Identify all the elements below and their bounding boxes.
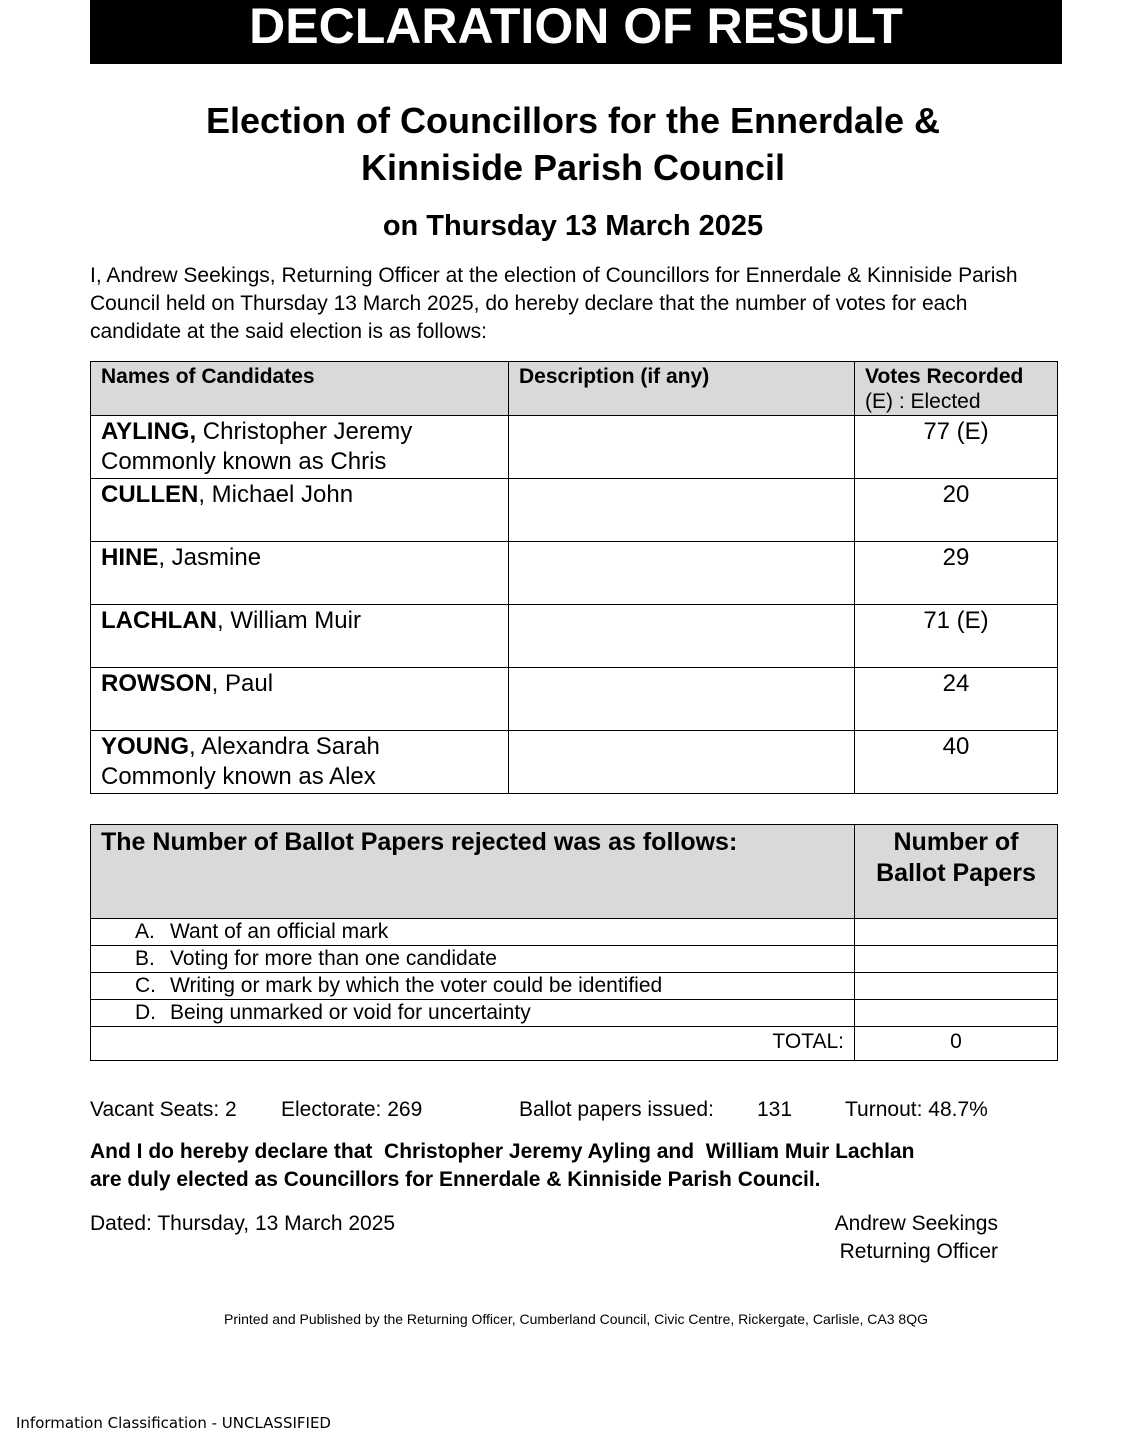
rejected-reason-cell — [91, 1000, 855, 1027]
candidate-name-cell — [91, 416, 509, 479]
candidate-surname: YOUNG — [101, 733, 190, 760]
column-header-votes — [855, 362, 1058, 416]
rejected-reason-cell — [91, 919, 855, 946]
candidate-name-cell — [91, 731, 509, 794]
election-title — [120, 97, 1026, 191]
rejected-total-label: TOTAL: — [91, 1027, 855, 1061]
rejected-header-number-line-1: Number of — [893, 828, 1019, 856]
candidates-table — [90, 361, 1058, 794]
rejected-ballots-table — [90, 824, 1058, 1061]
table-row — [91, 479, 1058, 542]
publisher-footer: Printed and Published by the Returning Officer, Cumberland Council, Civic Centre, Rickergate, Carlisle, CA3 8QG — [224, 1311, 928, 1327]
candidate-votes-cell: 40 — [855, 731, 1058, 794]
rejected-reason-text: Want of an official mark — [170, 920, 389, 943]
candidate-description-cell — [509, 542, 855, 605]
declaration-line-1: And I do hereby declare that Christopher Jeremy Ayling and William Muir Lachlan — [90, 1140, 915, 1163]
title-line-2: Kinniside Parish Council — [360, 147, 786, 188]
table-row — [91, 973, 1058, 1000]
rejected-count-cell — [855, 946, 1058, 973]
candidate-forenames: , William Muir — [216, 607, 361, 634]
vacant-seats: Vacant Seats: 2 — [90, 1098, 237, 1121]
rejected-reason-letter: C. — [135, 974, 156, 997]
declaration-statement — [90, 1138, 1050, 1194]
electorate: Electorate: 269 — [281, 1098, 423, 1121]
title-line-1: Election of Councillors for the Ennerdale & — [205, 100, 941, 141]
election-date-subtitle: on Thursday 13 March 2025 — [382, 210, 764, 242]
table-row — [91, 416, 1058, 479]
candidate-surname: LACHLAN — [101, 607, 217, 634]
rejected-header-number-line-2: Ballot Papers — [876, 859, 1036, 887]
votes-header-label: Votes Recorded — [865, 365, 1024, 388]
table-row — [91, 919, 1058, 946]
table-row — [91, 605, 1058, 668]
candidate-known-as: Commonly known as Chris — [101, 448, 387, 475]
election-statistics — [90, 1096, 1060, 1124]
rejected-header-number — [855, 825, 1058, 919]
rejected-reason-letter: D. — [135, 1001, 156, 1024]
candidate-description-cell — [509, 668, 855, 731]
turnout: Turnout: 48.7% — [845, 1098, 988, 1121]
declaration-line-2: are duly elected as Councillors for Ennerdale & Kinniside Parish Council. — [90, 1168, 821, 1191]
intro-paragraph: I, Andrew Seekings, Returning Officer at the election of Councillors for Ennerdale & Kinniside Parish Council held on Thursday 13 March 2025, do hereby declare that the number of votes for each candidate at the said election is as follows: — [90, 264, 1018, 343]
candidate-surname: CULLEN — [101, 481, 199, 508]
rejected-reason-text: Voting for more than one candidate — [170, 947, 497, 970]
table-row — [91, 731, 1058, 794]
dated-line: Dated: Thursday, 13 March 2025 — [90, 1212, 396, 1235]
candidate-name-cell — [91, 542, 509, 605]
candidate-description-cell — [509, 731, 855, 794]
candidate-description-cell — [509, 479, 855, 542]
candidate-name-cell — [91, 668, 509, 731]
candidate-forenames: , Jasmine — [158, 544, 262, 571]
rejected-reason-text: Being unmarked or void for uncertainty — [170, 1001, 531, 1024]
returning-officer-signoff — [760, 1210, 998, 1266]
candidate-name-cell — [91, 605, 509, 668]
rejected-total-row — [91, 1027, 1058, 1061]
rejected-total-value: 0 — [855, 1027, 1058, 1061]
rejected-reason-cell — [91, 946, 855, 973]
candidate-name-cell — [91, 479, 509, 542]
rejected-count-cell — [855, 1000, 1058, 1027]
candidate-description-cell — [509, 605, 855, 668]
rejected-header-label: The Number of Ballot Papers rejected was as follows: — [91, 825, 855, 919]
column-header-names: Names of Candidates — [91, 362, 509, 416]
signatory-name: Andrew Seekings — [834, 1212, 998, 1235]
candidate-votes-cell: 24 — [855, 668, 1058, 731]
declaration-banner: DECLARATION OF RESULT — [90, 0, 1062, 64]
candidate-surname: HINE — [101, 544, 159, 571]
signatory-role: Returning Officer — [839, 1240, 998, 1263]
candidate-votes-cell: 77 (E) — [855, 416, 1058, 479]
rejected-count-cell — [855, 919, 1058, 946]
table-row — [91, 1000, 1058, 1027]
candidate-votes-cell: 71 (E) — [855, 605, 1058, 668]
candidate-votes-cell: 29 — [855, 542, 1058, 605]
table-row — [91, 946, 1058, 973]
column-header-description: Description (if any) — [509, 362, 855, 416]
table-row — [91, 668, 1058, 731]
candidate-known-as: Commonly known as Alex — [101, 763, 376, 790]
candidate-votes-cell: 20 — [855, 479, 1058, 542]
rejected-reason-letter: A. — [135, 920, 155, 943]
ballot-papers-issued-label: Ballot papers issued: — [519, 1098, 714, 1121]
table-row — [91, 542, 1058, 605]
candidate-description-cell — [509, 416, 855, 479]
candidate-surname: AYLING, — [101, 418, 197, 445]
ballot-papers-issued-value: 131 — [757, 1098, 793, 1121]
candidate-forenames: , Paul — [211, 670, 274, 697]
votes-header-legend: (E) : Elected — [865, 390, 981, 413]
rejected-header-row — [91, 825, 1058, 919]
candidate-surname: ROWSON — [101, 670, 212, 697]
candidate-forenames: Christopher Jeremy — [196, 418, 413, 445]
candidate-forenames: , Alexandra Sarah — [189, 733, 380, 760]
candidates-header-row — [91, 362, 1058, 416]
rejected-reason-letter: B. — [135, 947, 155, 970]
information-classification: Information Classification - UNCLASSIFIED — [16, 1414, 331, 1432]
rejected-reason-text: Writing or mark by which the voter could be identified — [170, 974, 663, 997]
rejected-count-cell — [855, 973, 1058, 1000]
candidate-forenames: , Michael John — [198, 481, 354, 508]
rejected-reason-cell — [91, 973, 855, 1000]
